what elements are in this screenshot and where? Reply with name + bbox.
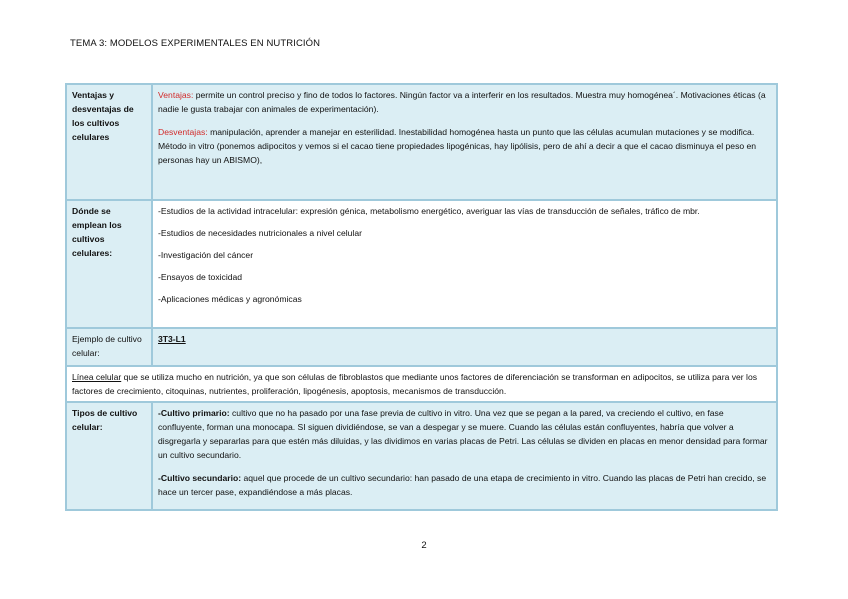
desventajas-paragraph [158, 125, 771, 167]
ventajas-text: permite un control preciso y fino de todos lo factores. Ningún factor va a interferir en los resultados. Muestra muy homogénea´. Motivaciones éticas (a nadie le gusta trabajar con animales de experimentación). [158, 90, 766, 114]
row-label: Tipos de cultivo celular: [66, 402, 152, 510]
table-row-ventajas [66, 84, 777, 200]
secundario-paragraph [158, 471, 771, 499]
page-number: 2 [421, 540, 427, 551]
linea-text: que se utiliza mucho en nutrición, ya que son células de fibroblastos que mediante unos factores de diferenciación se transforman en adipocitos, se utiliza para ver los factores de crecimiento, citoquinas, nutrientes, proliferación, lipogénesis, apoptosis, mecanismos de transducción. [72, 372, 758, 396]
secundario-text: aquel que procede de un cultivo secundario: han pasado de una etapa de crecimiento in vitro. Cuando las placas de Petri han crecido, se hace un tercer pase, expandiéndose a más placas. [158, 473, 767, 497]
list-item: -Ensayos de toxicidad [158, 272, 243, 282]
desventajas-text: manipulación, aprender a manejar en esterilidad. Inestabilidad homogénea hasta un punto que las células acumulan mutaciones y se modifica. Método in vitro (ponemos adipocitos y vemos si el cacao tiene propiedades lipogénicas, hay lipólisis, pero de ahí a decir a que el cacao disminuya el peso en personas hay un ABISMO), [158, 127, 757, 165]
primario-text: cultivo que no ha pasado por una fase previa de cultivo in vitro. Una vez que se pegan a la pared, va creciendo el cultivo, en fase confluyente, forman una monocapa. SI siguen dividiéndose, se van a despegar y se muere. Cuando las células están confluyentes, habría que volver a disgregarla y separarlas para que estén más diluidas, y las dividimos en varias placas de Petri. Las células se dividen en placas en menor densidad para formar un cultivo secundario. [158, 408, 768, 460]
primario-tag: -Cultivo primario: [158, 408, 230, 418]
row-content [152, 402, 777, 510]
ventajas-tag: Ventajas: [158, 90, 194, 100]
table-row-linea [66, 366, 777, 402]
row-content [152, 328, 777, 366]
row-label: Ejemplo de cultivo celular: [66, 328, 152, 366]
list-item: -Investigación del cáncer [158, 250, 254, 260]
list-item: -Aplicaciones médicas y agronómicas [158, 294, 302, 304]
list-item: -Estudios de la actividad intracelular: expresión génica, metabolismo energético, averiguar las vías de transducción de señales, tráfico de mbr. [158, 206, 700, 216]
row-label: Ventajas y desventajas de los cultivos celulares [66, 84, 152, 200]
row-content [66, 366, 777, 402]
table-row-donde [66, 200, 777, 328]
table-row-tipos [66, 402, 777, 510]
desventajas-tag: Desventajas: [158, 127, 208, 137]
row-label: Dónde se emplean los cultivos celulares: [66, 200, 152, 328]
content-table [65, 83, 778, 511]
secundario-tag: -Cultivo secundario: [158, 473, 242, 483]
linea-term: Línea celular [72, 372, 122, 382]
row-content [152, 84, 777, 200]
ventajas-paragraph [158, 88, 771, 116]
primario-paragraph [158, 406, 771, 462]
page-header: TEMA 3: MODELOS EXPERIMENTALES EN NUTRICIÓN [70, 38, 321, 49]
row-content [152, 200, 777, 328]
example-cell-line: 3T3-L1 [158, 334, 186, 344]
table-row-ejemplo [66, 328, 777, 366]
list-item: -Estudios de necesidades nutricionales a nivel celular [158, 228, 362, 238]
